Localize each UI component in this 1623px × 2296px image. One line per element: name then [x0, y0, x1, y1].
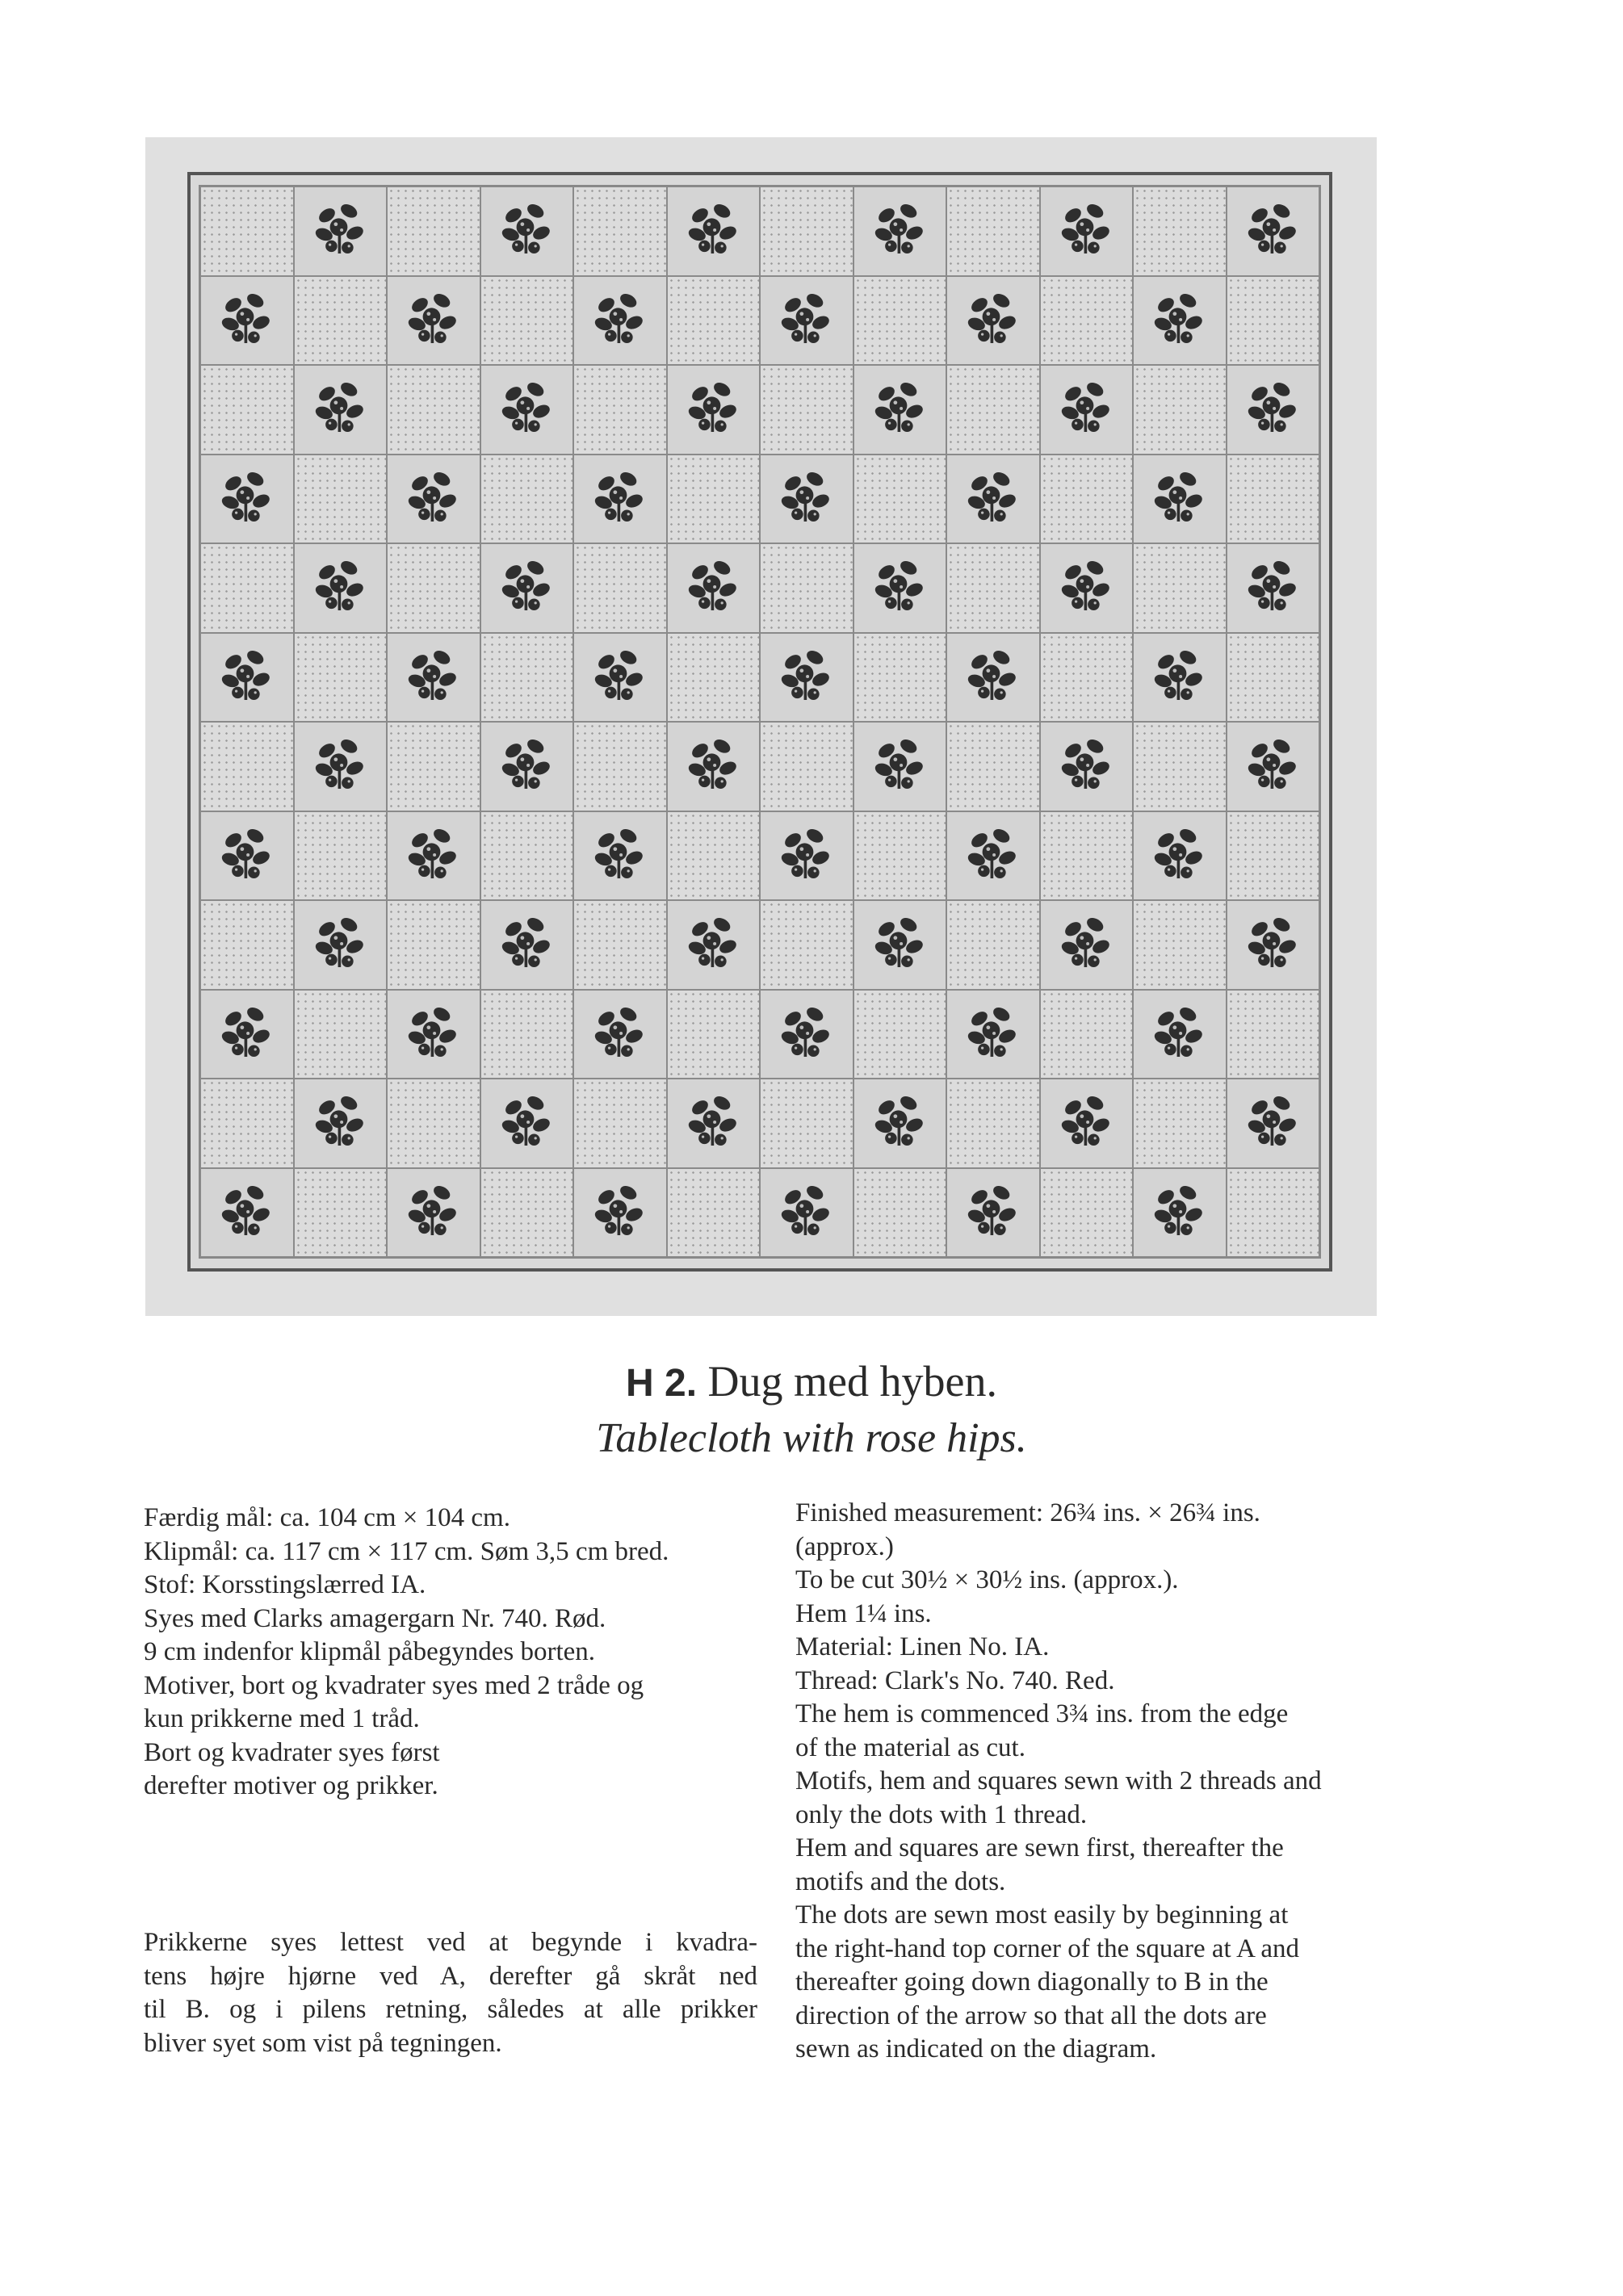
tablecloth-square [1227, 186, 1320, 276]
text-line: Klipmål: ca. 117 cm × 117 cm. Søm 3,5 cm bred. [144, 1536, 669, 1566]
rose-hip-motif-icon [870, 733, 929, 799]
tablecloth-square [294, 722, 388, 811]
tablecloth-square [200, 633, 294, 723]
tablecloth-square [853, 722, 947, 811]
text-line: Motiver, bort og kvadrater syes med 2 tråde og [144, 1670, 644, 1700]
tablecloth-square [387, 1079, 480, 1168]
tablecloth-square [573, 455, 667, 544]
tablecloth-square [760, 543, 853, 633]
rose-hip-motif-icon [684, 376, 743, 442]
tablecloth-square [853, 276, 947, 366]
tablecloth-square [1227, 900, 1320, 990]
text-line: Thread: Clark's No. 740. Red. [795, 1665, 1115, 1695]
rose-hip-motif-icon [777, 287, 836, 354]
danish-instructions [144, 1502, 757, 1804]
tablecloth-square [573, 900, 667, 990]
rose-hip-motif-icon [404, 1179, 463, 1246]
text-line: The dots are sewn most easily by beginning at [795, 1900, 1289, 1929]
tablecloth-square [480, 722, 574, 811]
text-line: tens højre hjørne ved A, derefter gå skråt ned [144, 1961, 757, 1991]
rose-hip-motif-icon [217, 823, 276, 889]
tablecloth-square [1133, 900, 1227, 990]
tablecloth-square [1133, 543, 1227, 633]
tablecloth-square [760, 633, 853, 723]
tablecloth-square [667, 722, 761, 811]
tablecloth-square [1227, 543, 1320, 633]
tablecloth-square [946, 722, 1040, 811]
rose-hip-motif-icon [590, 1001, 649, 1067]
rose-hip-motif-icon [1243, 1090, 1302, 1156]
text-line: the right-hand top corner of the square at A and [795, 1934, 1300, 1963]
tablecloth-square [946, 1168, 1040, 1258]
tablecloth-square [200, 276, 294, 366]
rose-hip-motif-icon [497, 376, 556, 442]
tablecloth-square [853, 543, 947, 633]
text-line: Syes med Clarks amagergarn Nr. 740. Rød. [144, 1603, 606, 1633]
tablecloth-square [853, 455, 947, 544]
tablecloth-square [1040, 1168, 1134, 1258]
tablecloth-square [294, 990, 388, 1079]
tablecloth-square [387, 543, 480, 633]
tablecloth-square [946, 811, 1040, 901]
tablecloth-square [573, 811, 667, 901]
tablecloth-square [853, 186, 947, 276]
tablecloth-square [853, 1079, 947, 1168]
tablecloth-square [573, 1079, 667, 1168]
rose-hip-motif-icon [1150, 823, 1209, 889]
tablecloth-square [1133, 1168, 1227, 1258]
rose-hip-motif-icon [963, 466, 1022, 532]
rose-hip-motif-icon [217, 1001, 276, 1067]
text-line: Material: Linen No. IA. [795, 1632, 1050, 1661]
tablecloth-square [294, 1079, 388, 1168]
tablecloth-square [1133, 455, 1227, 544]
tablecloth-square [1133, 1079, 1227, 1168]
rose-hip-motif-icon [1243, 911, 1302, 978]
tablecloth-photo [187, 172, 1332, 1272]
tablecloth-square [946, 365, 1040, 455]
tablecloth-square [1227, 1168, 1320, 1258]
tablecloth-square [760, 900, 853, 990]
rose-hip-motif-icon [404, 644, 463, 710]
tablecloth-square [294, 1168, 388, 1258]
tablecloth-square [1227, 811, 1320, 901]
tablecloth-square [1133, 722, 1227, 811]
rose-hip-motif-icon [777, 466, 836, 532]
tablecloth-square [480, 1168, 574, 1258]
rose-hip-motif-icon [497, 911, 556, 978]
text-line: derefter motiver og prikker. [144, 1771, 438, 1800]
tablecloth-square [387, 722, 480, 811]
tablecloth-square [1227, 1079, 1320, 1168]
tablecloth-square [946, 276, 1040, 366]
tablecloth-square [1040, 455, 1134, 544]
tablecloth-square [853, 990, 947, 1079]
tablecloth-grid [199, 185, 1321, 1259]
tablecloth-square [1040, 186, 1134, 276]
rose-hip-motif-icon [217, 287, 276, 354]
rose-hip-motif-icon [497, 1090, 556, 1156]
tablecloth-square [200, 543, 294, 633]
rose-hip-motif-icon [963, 287, 1022, 354]
tablecloth-square [1133, 276, 1227, 366]
tablecloth-square [480, 900, 574, 990]
rose-hip-motif-icon [404, 287, 463, 354]
tablecloth-square [200, 365, 294, 455]
tablecloth-square [667, 900, 761, 990]
tablecloth-square [853, 1168, 947, 1258]
tablecloth-square [573, 543, 667, 633]
text-line: 9 cm indenfor klipmål påbegyndes borten. [144, 1637, 596, 1666]
tablecloth-square [573, 633, 667, 723]
text-line: To be cut 30½ × 30½ ins. (approx.). [795, 1565, 1179, 1594]
tablecloth-square [667, 543, 761, 633]
rose-hip-motif-icon [1150, 466, 1209, 532]
pattern-code: H 2. [626, 1362, 698, 1405]
text-line: of the material as cut. [795, 1732, 1025, 1762]
tablecloth-square [1040, 990, 1134, 1079]
text-line: til B. og i pilens retning, således at alle prikker [144, 1995, 757, 2024]
rose-hip-motif-icon [870, 911, 929, 978]
tablecloth-square [1227, 276, 1320, 366]
rose-hip-motif-icon [217, 644, 276, 710]
rose-hip-motif-icon [1243, 376, 1302, 442]
rose-hip-motif-icon [311, 555, 370, 621]
tablecloth-square [667, 276, 761, 366]
rose-hip-motif-icon [870, 198, 929, 264]
rose-hip-motif-icon [870, 555, 929, 621]
rose-hip-motif-icon [1057, 198, 1116, 264]
rose-hip-motif-icon [1150, 1001, 1209, 1067]
tablecloth-square [294, 633, 388, 723]
rose-hip-motif-icon [777, 1179, 836, 1246]
title-english: Tablecloth with rose hips. [596, 1415, 1027, 1461]
tablecloth-square [1133, 633, 1227, 723]
rose-hip-motif-icon [311, 1090, 370, 1156]
tablecloth-square [294, 811, 388, 901]
rose-hip-motif-icon [311, 733, 370, 799]
tablecloth-square [1133, 365, 1227, 455]
rose-hip-motif-icon [1057, 376, 1116, 442]
danish-dot-instructions [144, 1926, 757, 2060]
rose-hip-motif-icon [870, 1090, 929, 1156]
text-line: sewn as indicated on the diagram. [795, 2034, 1157, 2063]
tablecloth-square [387, 1168, 480, 1258]
tablecloth-square [480, 455, 574, 544]
rose-hip-motif-icon [1057, 1090, 1116, 1156]
tablecloth-square [1227, 722, 1320, 811]
tablecloth-square [573, 722, 667, 811]
tablecloth-square [294, 900, 388, 990]
tablecloth-square [760, 276, 853, 366]
rose-hip-motif-icon [497, 555, 556, 621]
tablecloth-square [1227, 365, 1320, 455]
tablecloth-square [946, 186, 1040, 276]
tablecloth-square [1040, 633, 1134, 723]
tablecloth-square [200, 722, 294, 811]
rose-hip-motif-icon [404, 1001, 463, 1067]
rose-hip-motif-icon [404, 823, 463, 889]
tablecloth-square [667, 990, 761, 1079]
tablecloth-square [760, 990, 853, 1079]
rose-hip-motif-icon [590, 466, 649, 532]
rose-hip-motif-icon [1057, 555, 1116, 621]
rose-hip-motif-icon [590, 823, 649, 889]
tablecloth-square [480, 543, 574, 633]
tablecloth-square [387, 186, 480, 276]
tablecloth-square [387, 811, 480, 901]
tablecloth-square [946, 543, 1040, 633]
tablecloth-square [1040, 543, 1134, 633]
tablecloth-square [853, 633, 947, 723]
text-line: direction of the arrow so that all the dots are [795, 2001, 1267, 2030]
text-line: The hem is commenced 3¾ ins. from the edge [795, 1699, 1289, 1728]
rose-hip-motif-icon [684, 733, 743, 799]
tablecloth-square [387, 365, 480, 455]
tablecloth-square [667, 1168, 761, 1258]
text-line: only the dots with 1 thread. [795, 1800, 1088, 1829]
tablecloth-square [667, 633, 761, 723]
tablecloth-square [200, 990, 294, 1079]
tablecloth-square [294, 455, 388, 544]
tablecloth-square [760, 1168, 853, 1258]
english-instructions [795, 1497, 1466, 2067]
rose-hip-motif-icon [1150, 1179, 1209, 1246]
rose-hip-motif-icon [311, 911, 370, 978]
tablecloth-square [387, 633, 480, 723]
tablecloth-square [667, 455, 761, 544]
tablecloth-square [200, 1168, 294, 1258]
tablecloth-square [1227, 455, 1320, 544]
rose-hip-motif-icon [1150, 287, 1209, 354]
tablecloth-square [1040, 1079, 1134, 1168]
rose-hip-motif-icon [963, 1179, 1022, 1246]
rose-hip-motif-icon [963, 823, 1022, 889]
tablecloth-square [480, 1079, 574, 1168]
tablecloth-square [853, 365, 947, 455]
tablecloth-square [200, 455, 294, 544]
text-line: Prikkerne syes lettest ved at begynde i kvadra- [144, 1928, 757, 1957]
tablecloth-square [946, 455, 1040, 544]
tablecloth-square [1133, 186, 1227, 276]
tablecloth-square [1227, 990, 1320, 1079]
text-line: thereafter going down diagonally to B in the [795, 1967, 1269, 1996]
rose-hip-motif-icon [1057, 911, 1116, 978]
tablecloth-square [387, 900, 480, 990]
rose-hip-motif-icon [311, 376, 370, 442]
tablecloth-square [200, 900, 294, 990]
tablecloth-square [573, 276, 667, 366]
tablecloth-square [667, 1079, 761, 1168]
text-line: motifs and the dots. [795, 1867, 1006, 1896]
tablecloth-square [1227, 633, 1320, 723]
tablecloth-square [1040, 722, 1134, 811]
tablecloth-square [667, 186, 761, 276]
title-danish-text: Dug med hyben. [707, 1357, 997, 1406]
tablecloth-square [200, 186, 294, 276]
text-line: Bort og kvadrater syes først [144, 1737, 440, 1767]
tablecloth-square [294, 276, 388, 366]
rose-hip-motif-icon [217, 1179, 276, 1246]
rose-hip-motif-icon [590, 644, 649, 710]
text-line: (approx.) [795, 1531, 894, 1561]
tablecloth-square [480, 365, 574, 455]
tablecloth-square [480, 186, 574, 276]
tablecloth-square [760, 455, 853, 544]
rose-hip-motif-icon [590, 287, 649, 354]
rose-hip-motif-icon [684, 198, 743, 264]
tablecloth-square [480, 276, 574, 366]
tablecloth-square [480, 811, 574, 901]
rose-hip-motif-icon [963, 644, 1022, 710]
tablecloth-square [573, 990, 667, 1079]
tablecloth-square [200, 1079, 294, 1168]
rose-hip-motif-icon [1057, 733, 1116, 799]
rose-hip-motif-icon [777, 644, 836, 710]
rose-hip-motif-icon [1243, 733, 1302, 799]
rose-hip-motif-icon [684, 911, 743, 978]
text-line: Motifs, hem and squares sewn with 2 threads and [795, 1766, 1322, 1795]
tablecloth-square [760, 1079, 853, 1168]
tablecloth-square [480, 633, 574, 723]
tablecloth-square [294, 543, 388, 633]
tablecloth-square [294, 186, 388, 276]
tablecloth-square [573, 1168, 667, 1258]
tablecloth-square [1040, 811, 1134, 901]
rose-hip-motif-icon [684, 555, 743, 621]
rose-hip-motif-icon [1150, 644, 1209, 710]
tablecloth-square [1040, 276, 1134, 366]
text-line: kun prikkerne med 1 tråd. [144, 1704, 420, 1733]
text-line: Stof: Korsstingslærred IA. [144, 1570, 426, 1599]
rose-hip-motif-icon [684, 1090, 743, 1156]
rose-hip-motif-icon [963, 1001, 1022, 1067]
tablecloth-square [573, 365, 667, 455]
tablecloth-square [760, 811, 853, 901]
rose-hip-motif-icon [311, 198, 370, 264]
tablecloth-square [667, 811, 761, 901]
tablecloth-square [667, 365, 761, 455]
tablecloth-square [760, 722, 853, 811]
tablecloth-square [200, 811, 294, 901]
tablecloth-square [853, 811, 947, 901]
rose-hip-motif-icon [590, 1179, 649, 1246]
rose-hip-motif-icon [777, 1001, 836, 1067]
tablecloth-square [480, 990, 574, 1079]
rose-hip-motif-icon [1243, 198, 1302, 264]
rose-hip-motif-icon [497, 198, 556, 264]
tablecloth-square [853, 900, 947, 990]
rose-hip-motif-icon [497, 733, 556, 799]
text-line: Færdig mål: ca. 104 cm × 104 cm. [144, 1503, 510, 1532]
rose-hip-motif-icon [1243, 555, 1302, 621]
tablecloth-square [294, 365, 388, 455]
tablecloth-square [946, 1079, 1040, 1168]
text-line: Finished measurement: 26¾ ins. × 26¾ ins. [795, 1498, 1260, 1527]
tablecloth-square [1133, 990, 1227, 1079]
title-danish [0, 1356, 1623, 1406]
text-line: bliver syet som vist på tegningen. [144, 2028, 502, 2058]
rose-hip-motif-icon [404, 466, 463, 532]
tablecloth-square [1040, 900, 1134, 990]
tablecloth-square [573, 186, 667, 276]
tablecloth-square [946, 633, 1040, 723]
tablecloth-square [946, 990, 1040, 1079]
tablecloth-square [387, 990, 480, 1079]
tablecloth-square [387, 455, 480, 544]
rose-hip-motif-icon [217, 466, 276, 532]
tablecloth-square [760, 365, 853, 455]
tablecloth-square [946, 900, 1040, 990]
rose-hip-motif-icon [870, 376, 929, 442]
tablecloth-square [760, 186, 853, 276]
text-line: Hem and squares are sewn first, thereafter the [795, 1833, 1284, 1862]
tablecloth-square [387, 276, 480, 366]
rose-hip-motif-icon [777, 823, 836, 889]
text-line: Hem 1¼ ins. [795, 1598, 932, 1628]
tablecloth-square [1040, 365, 1134, 455]
tablecloth-square [1133, 811, 1227, 901]
